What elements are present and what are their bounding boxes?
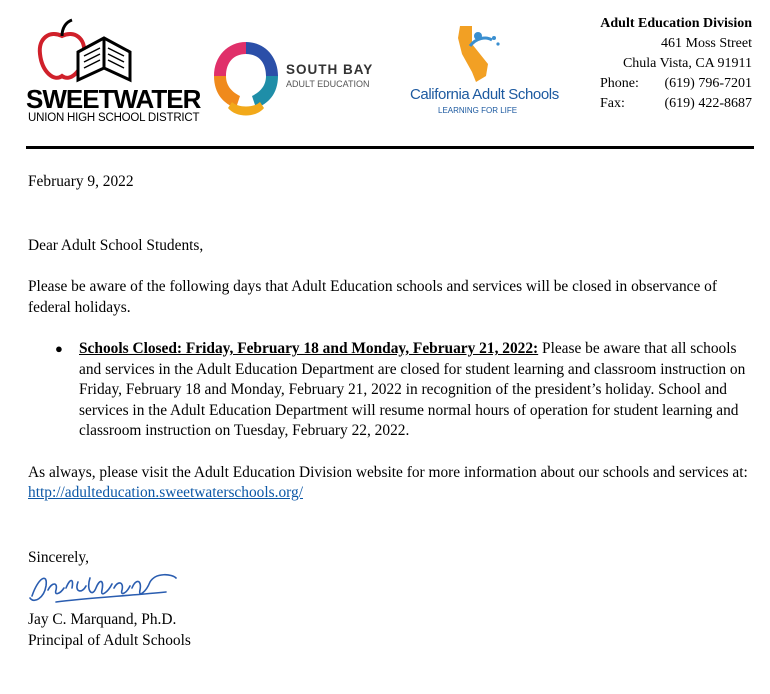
closure-bullet bbox=[28, 339, 754, 442]
city-state-zip: Chula Vista, CA 91911 bbox=[622, 56, 752, 71]
salutation: Dear Adult School Students, bbox=[28, 236, 204, 254]
bullet-heading: Schools Closed: Friday, February 18 and Monday, February 21, 2022: bbox=[79, 340, 539, 357]
bullet-icon: ● bbox=[55, 341, 63, 356]
phone-row bbox=[600, 74, 752, 94]
fax-label: Fax: bbox=[600, 96, 625, 111]
apple-book-icon bbox=[24, 16, 184, 88]
address-block bbox=[600, 14, 752, 114]
division-name: Adult Education Division bbox=[600, 16, 752, 31]
website-link[interactable]: http://adulteducation.sweetwaterschools.org/ bbox=[28, 484, 303, 501]
signoff: Sincerely, bbox=[28, 548, 89, 566]
closing-text: As always, please visit the Adult Education Division website for more information about our schools and services at: bbox=[28, 463, 748, 481]
fax-row bbox=[600, 94, 752, 114]
california-map-icon bbox=[406, 24, 546, 84]
signer-name: Jay C. Marquand, Ph.D. bbox=[28, 611, 177, 628]
signature-image bbox=[26, 568, 186, 608]
sweetwater-subtitle: UNION HIGH SCHOOL DISTRICT bbox=[28, 112, 200, 124]
letter-body bbox=[28, 172, 754, 651]
phone-number: (619) 796-7201 bbox=[664, 76, 752, 91]
south-bay-title: SOUTH BAY bbox=[286, 62, 374, 77]
cas-tagline: LEARNING FOR LIFE bbox=[438, 106, 518, 115]
phone-label: Phone: bbox=[600, 76, 639, 91]
sweetwater-logo bbox=[24, 16, 201, 128]
bullet-text: Please be aware that all schools and services in the Adult Education Department are closed for student learning and classroom instruction on Friday, February 18 and Monday, February 21, 2022 in recognition of the president’s holiday. School and services in the Adult Education Department will resume normal hours of operation for student learning and classroom instruction on Tuesday, February 22, 2022. bbox=[79, 340, 746, 439]
south-bay-logo bbox=[210, 36, 380, 128]
header-divider bbox=[26, 146, 754, 149]
letter-date: February 9, 2022 bbox=[28, 173, 134, 190]
sweetwater-name: SWEETWATER bbox=[26, 84, 201, 114]
fax-number: (619) 422-8687 bbox=[664, 96, 752, 111]
california-adult-schools-logo bbox=[406, 24, 559, 124]
cas-title: California Adult Schools bbox=[410, 86, 559, 103]
south-bay-subtitle: ADULT EDUCATION bbox=[286, 79, 370, 89]
signer-title: Principal of Adult Schools bbox=[28, 631, 191, 649]
hands-emblem-icon bbox=[210, 36, 282, 126]
intro-paragraph: Please be aware of the following days that Adult Education schools and services will be closed in observance of federal holidays. bbox=[28, 278, 717, 316]
closing-paragraph bbox=[28, 463, 754, 504]
street-address: 461 Moss Street bbox=[661, 36, 752, 51]
